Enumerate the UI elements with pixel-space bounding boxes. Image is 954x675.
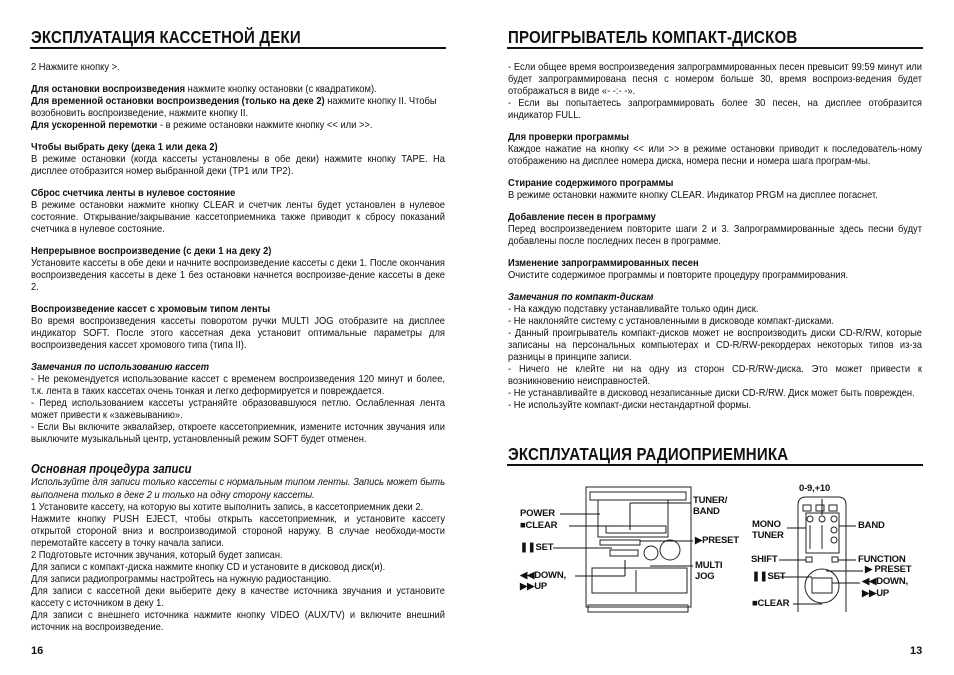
note-item: - Не используйте компакт-диски нестандартной формы. xyxy=(508,400,752,411)
note-item: - На каждую подставку устанавливайте только один диск. xyxy=(508,304,759,315)
remote-callout-lines xyxy=(778,499,863,604)
label-remote-down: ◀◀DOWN, xyxy=(862,576,908,587)
label-shift: SHIFT xyxy=(751,554,778,565)
section-heading: Для проверки программы xyxy=(508,132,630,143)
section-heading: Добавление песен в программу xyxy=(508,212,656,223)
page-title-cassette: ЭКСПЛУАТАЦИЯ КАССЕТНОЙ ДЕКИ xyxy=(31,27,301,47)
notes-heading: Замечания по использованию кассет xyxy=(31,362,210,373)
section-heading: Воспроизведение кассет с хромовым типом ленты xyxy=(31,304,271,315)
intro-item: - Если вы попытаетесь запрограммировать более 30 песен, на дисплее отобразится индикатор FULL. xyxy=(508,98,922,121)
ff-text: - в режиме остановки нажмите кнопку << или >>. xyxy=(157,120,373,131)
section-text: В режиме остановки нажмите кнопку CLEAR и счетчик ленты будет установлен в нулевое состояние. Открывание/закрывание кассетоприемника также приводит к сбросу показаний счетчика в нулевое состояние. xyxy=(31,200,445,235)
label-tuner: TUNER xyxy=(752,530,784,541)
label-remote-set: ❚❚SET xyxy=(752,571,786,582)
section-heading: Стирание содержимого программы xyxy=(508,178,674,189)
section-text: Очистите содержимое программы и повторите процедуру программирования. xyxy=(508,270,849,281)
section-text: В режиме остановки нажмите кнопку CLEAR. Индикатор PRGM на дисплее погаснет. xyxy=(508,190,878,201)
ff-label: Для ускоренной перемотки xyxy=(31,120,158,131)
record-line: Для записи с компакт-диска нажмите кнопку CD и установите в дисковод диск(и). xyxy=(31,562,386,573)
stereo-unit-drawing xyxy=(586,487,691,612)
record-line: 1 Установите кассету, на которую вы хотите выполнить запись, в кассетоприемник деки 2. xyxy=(31,502,424,513)
label-mono: MONO xyxy=(752,519,781,530)
label-band: BAND xyxy=(858,520,885,531)
page-title-radio: ЭКСПЛУАТАЦИЯ РАДИОПРИЕМНИКА xyxy=(508,444,789,464)
label-digits: 0-9,+10 xyxy=(799,483,831,494)
label-clear: ■CLEAR xyxy=(520,520,558,531)
note-item: - Не рекомендуется использование кассет с временем воспроизведения 120 минут и более, т.к. лента в таких кассетах очень тонкая и легко деформируется и повреждается. xyxy=(31,374,445,397)
section-heading: Непрерывное воспроизведение (с деки 1 на деку 2) xyxy=(31,246,272,257)
section-text: Перед воспроизведением повторите шаги 2 и 3. Запрограммированные здесь песни будут добавлены после последних песен в программе. xyxy=(508,224,922,247)
section-heading: Изменение запрограммированных песен xyxy=(508,258,699,269)
pause-label: Для временной остановки воспроизведения (только на деке 2) xyxy=(31,96,325,107)
label-tuner-band: TUNER/ xyxy=(693,495,728,506)
label-preset: ▶PRESET xyxy=(695,535,739,546)
section-text: В режиме остановки (когда кассеты установлены в обе деки) нажмите кнопку TAPE. На дисплее отобразится номер выбранной деки (TP1 или TP2). xyxy=(31,154,445,177)
section-text: Во время воспроизведения кассеты поворотом ручки MULTI JOG отобразите на дисплее индикатор SOFT. После этого кассетная дека установит оптимальные параметры для воспроизведения кассет хромового типа (типа II). xyxy=(31,316,445,351)
record-line: Для записи с кассетной деки выберите деку в качестве источника звучания и установите кассету с источником в деку 1. xyxy=(31,586,445,609)
page-number-right: 13 xyxy=(910,645,923,657)
label-up: ▶▶UP xyxy=(520,581,548,592)
page-title-cd: ПРОИГРЫВАТЕЛЬ КОМПАКТ-ДИСКОВ xyxy=(508,27,798,47)
label-power: POWER xyxy=(520,508,555,519)
note-item: - Если Вы включите эквалайзер, откроете кассетоприемник, измените источник звучания или выключите музыкальный центр, установленный режим SOFT будет отменен. xyxy=(31,422,445,445)
label-remote-clear: ■CLEAR xyxy=(752,598,790,609)
label-jog: JOG xyxy=(695,571,715,582)
note-item: - Не устанавливайте в дисковод незаписанные диски CD-R/RW. Диск может быть поврежден. xyxy=(508,388,915,399)
step-2: 2 Нажмите кнопку >. xyxy=(31,62,120,73)
note-item: - Не наклоняйте систему с установленными в дисководе компакт-дисками. xyxy=(508,316,834,327)
label-remote-preset: ▶ PRESET xyxy=(865,564,912,575)
intro-item: - Если общее время воспроизведения запрограммированных песен превысит 99:59 минут или будет запрограммирована песня с номером больше 30, время воспроиз-ведения будет отображаться в виде «- -:- -». xyxy=(508,62,922,97)
record-line: Для записи радиопрограммы настройтесь на нужную радиостанцию. xyxy=(31,574,332,585)
stop-text: нажмите кнопку остановки (с квадратиком). xyxy=(185,84,377,95)
section-text: Установите кассеты в обе деки и начните воспроизведение кассеты с деки 1. После окончания воспроизведения кассеты в деке 1 без остановки начнется воспроизве-дение кассеты в деке 2. xyxy=(31,258,445,293)
pause-text: нажмите кнопку II. Чтобы возобновить воспроизведение, нажмите кнопку II. xyxy=(31,96,437,119)
record-line: Нажмите кнопку PUSH EJECT, чтобы открыть кассетоприемник, и установите кассету открытой стороной вниз и воспроизводимой стороной наружу. В случае необходи-мости перемотайте кассету в точку начала записи. xyxy=(31,514,445,549)
record-heading: Основная процедура записи xyxy=(31,462,192,476)
record-intro: Используйте для записи только кассеты с нормальным типом ленты. Запись может быть выполнена только в деке 2 и только на одну сторону кассеты. xyxy=(31,477,445,501)
page-number-left: 16 xyxy=(31,645,44,657)
label-down: ◀◀DOWN, xyxy=(520,570,566,581)
label-set: ❚❚SET xyxy=(520,542,554,553)
note-item: - Данный проигрыватель компакт-дисков может не воспроизводить диски CD-R/RW, которые записаны на персональных компьютерах и CD-R/RW-рекордерах некоторых типов из-за разницы в принципе записи. xyxy=(508,328,922,363)
label-remote-up: ▶▶UP xyxy=(862,588,890,599)
label-tuner-band-2: BAND xyxy=(693,506,720,517)
section-heading: Чтобы выбрать деку (дека 1 или дека 2) xyxy=(31,142,218,153)
label-function: FUNCTION xyxy=(858,554,906,565)
note-item: - Ничего не клейте ни на одну из сторон CD-R/RW-диска. Это может привести к возникновению неисправностей. xyxy=(508,364,922,387)
note-item: - Перед использованием кассеты устраняйте образовавшуюся петлю. Ослабленная лента может привести к «зажевыванию». xyxy=(31,398,445,421)
record-line: Для записи с внешнего источника нажмите кнопку VIDEO (AUX/TV) и включите внешний источник на воспроизведение. xyxy=(31,610,445,633)
stop-label: Для остановки воспроизведения xyxy=(31,84,186,95)
notes-heading: Замечания по компакт-дискам xyxy=(508,292,654,303)
section-heading: Сброс счетчика ленты в нулевое состояние xyxy=(31,188,236,199)
section-text: Каждое нажатие на кнопку << или >> в режиме остановки приводит к последователь-ному отображению на дисплее номера диска, номера песни и номера шага програм-мы. xyxy=(508,144,922,167)
label-multi: MULTI xyxy=(695,560,723,571)
record-line: 2 Подготовьте источник звучания, который будет записан. xyxy=(31,550,283,561)
